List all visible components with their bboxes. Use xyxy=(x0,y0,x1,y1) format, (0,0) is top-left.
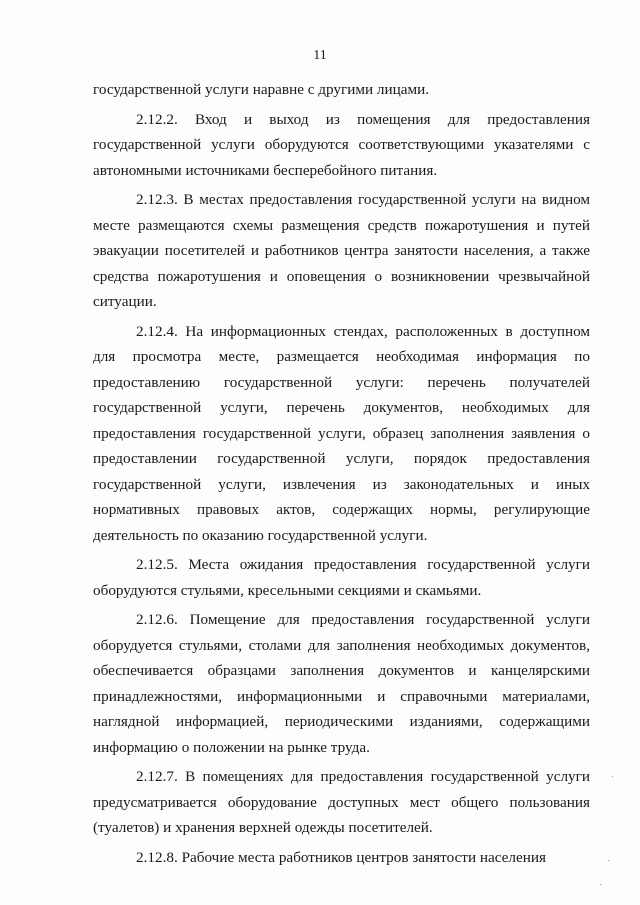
scan-speck xyxy=(600,884,601,885)
paragraph-2-12-7: 2.12.7. В помещениях для предоставления государственной услуги предусматривается оборудование доступных мест общего пользования (туалетов) и хранения верхней одежды посетителей. xyxy=(93,768,590,836)
document-body xyxy=(93,77,590,870)
paragraph-2-12-5: 2.12.5. Места ожидания предоставления государственной услуги оборудуются стульями, кресельными секциями и скамьями. xyxy=(93,556,590,599)
scan-speck xyxy=(612,776,613,777)
page-number: 11 xyxy=(313,48,327,63)
paragraph-2-12-4: 2.12.4. На информационных стендах, расположенных в доступном для просмотра месте, размещается необходимая информация по предоставлению государственной услуги: перечень получателей государственной услуги, перечень документов, необходимых для предоставления государственной услуги, образец заполнения заявления о предоставлении государственной услуги, порядок предоставления государственной услуги, извлечения из законодательных и иных нормативных правовых актов, содержащих нормы, регулирующие деятельность по оказанию государственной услуги. xyxy=(93,322,590,544)
scan-speck xyxy=(608,860,609,861)
paragraph-2-12-8: 2.12.8. Рабочие места работников центров занятости населения xyxy=(136,848,546,866)
paragraph-2-12-2: 2.12.2. Вход и выход из помещения для предоставления государственной услуги оборудуются соответствующими указателями с автономными источниками бесперебойного питания. xyxy=(93,110,590,179)
paragraph-2-12-6: 2.12.6. Помещение для предоставления государственной услуги оборудуется стульями, столами для заполнения необходимых документов, обеспечивается образцами заполнения документов и канцелярскими принадлежностями, информационными и справочными материалами, наглядной информацией, периодическими изданиями, содержащими информацию о положении на рынке труда. xyxy=(93,611,590,756)
paragraph-continuation: государственной услуги наравне с другими лицами. xyxy=(93,81,429,98)
paragraph-2-12-3: 2.12.3. В местах предоставления государственной услуги на видном месте размещаются схемы размещения средств пожаротушения и путей эвакуации посетителей и работников центра занятости населения, а также средства пожаротушения и оповещения о возникновении чрезвычайной ситуации. xyxy=(93,191,590,310)
